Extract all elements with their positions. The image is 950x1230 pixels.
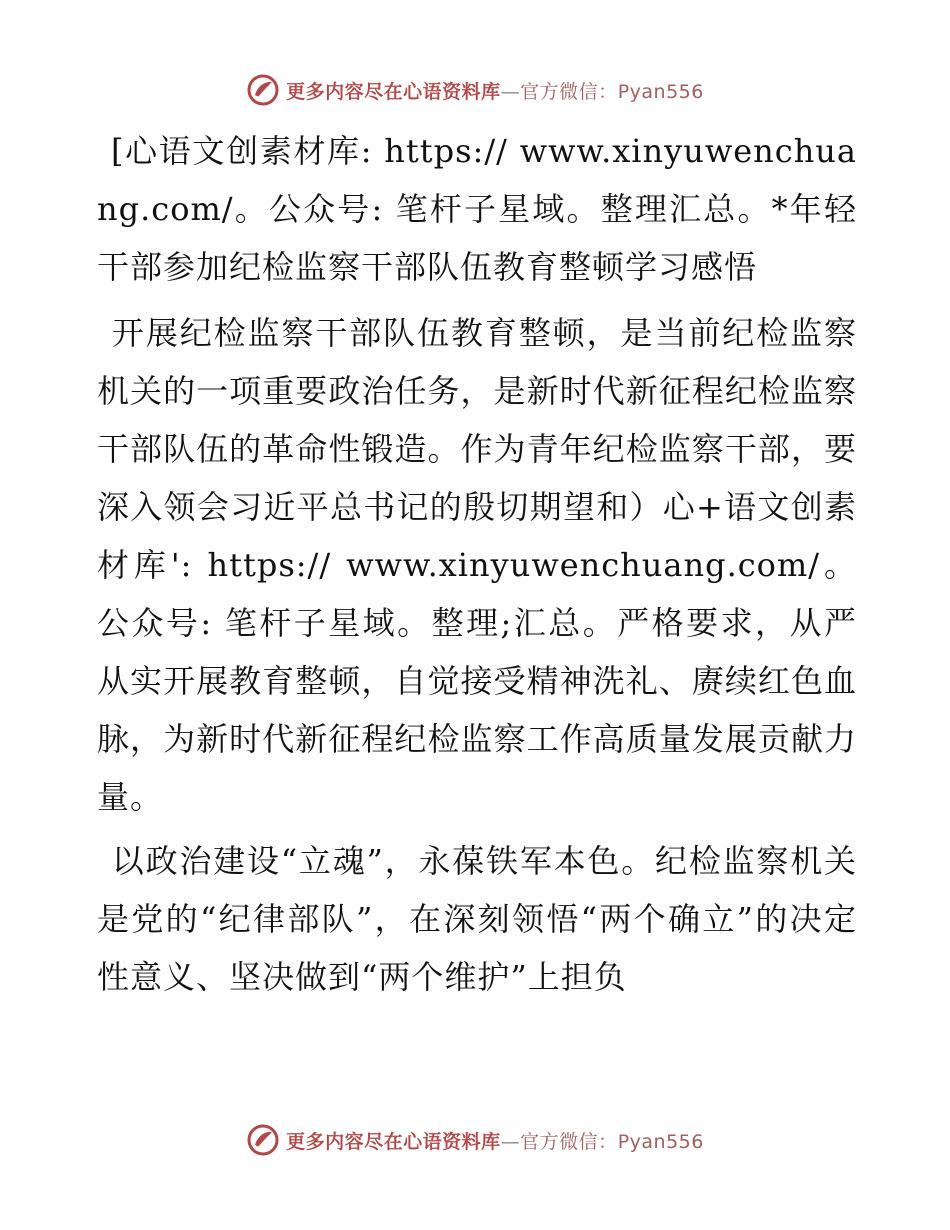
document-body [97, 122, 857, 1012]
watermark-dash: — [500, 1130, 521, 1153]
watermark-text [286, 77, 704, 104]
watermark-brand: 更多内容尽在心语资料库 [286, 80, 501, 103]
watermark-account: Pyan556 [617, 80, 704, 103]
brand-logo-icon [246, 1123, 280, 1157]
paragraph-title [97, 122, 857, 296]
watermark-account: Pyan556 [617, 1130, 704, 1153]
watermark-official: 官方微信： [520, 1130, 618, 1153]
header-watermark [0, 70, 950, 110]
paragraph [97, 832, 857, 1006]
paragraph-text: [心语文创素材库: https:// www.xinyuwenchuang.com/。公众号: 笔杆子星域。整理汇总。*年轻干部参加纪检监察干部队伍教育整顿学习感悟 [97, 132, 857, 286]
paragraph [97, 304, 857, 826]
watermark-official: 官方微信： [520, 80, 618, 103]
paragraph-text: 开展纪检监察干部队伍教育整顿，是当前纪检监察机关的一项重要政治任务，是新时代新征程纪检监察干部队伍的革命性锻造。作为青年纪检监察干部，要深入领会习近平总书记的殷切期望和）心+语文创素材库': https:// www.xinyuwenchuang.com/。公众号: 笔杆子星域。整理;汇总。严格要求，从严从实开展教育整顿，自觉接受精神洗礼、赓续红色血脉，为新时代新征程纪检监察工作高质量发展贡献力量。 [97, 314, 857, 816]
paragraph-text: 以政治建设“立魂”，永葆铁军本色。纪检监察机关是党的“纪律部队”，在深刻领悟“两个确立”的决定性意义、坚决做到“两个维护”上担负 [97, 842, 857, 996]
brand-logo-icon [246, 73, 280, 107]
footer-watermark [0, 1120, 950, 1160]
watermark-dash: — [500, 80, 521, 103]
watermark-brand: 更多内容尽在心语资料库 [286, 1130, 501, 1153]
watermark-text [286, 1127, 704, 1154]
